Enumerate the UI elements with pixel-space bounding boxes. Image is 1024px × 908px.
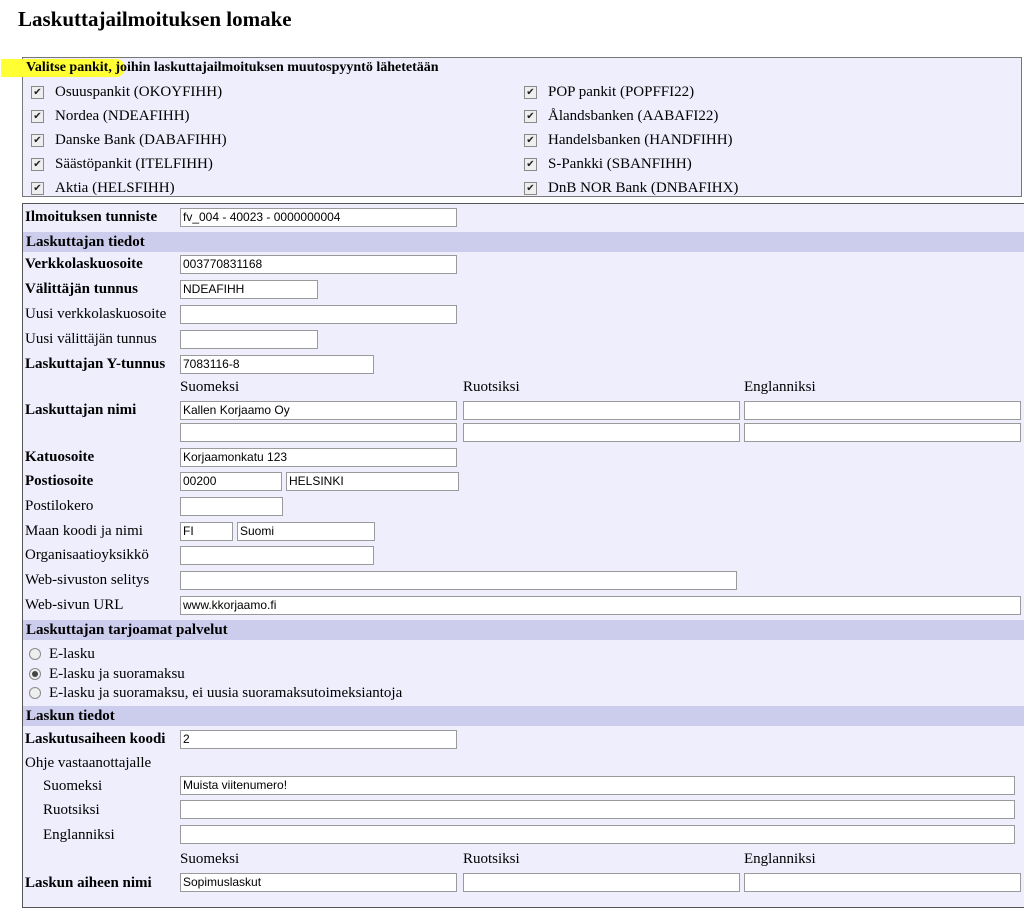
invoice-subject-name-en-input[interactable]	[744, 873, 1021, 892]
bank-label: Danske Bank (DABAFIHH)	[55, 131, 227, 148]
instructions-en-label: Englanniksi	[43, 827, 115, 843]
new-einvoice-address-label: Uusi verkkolaskuosoite	[25, 306, 167, 322]
bank-checkbox-okoyfihh[interactable]	[27, 82, 222, 102]
biller-name-fi-input[interactable]: Kallen Korjaamo Oy	[180, 401, 457, 420]
service-radio-elasku-suoramaksu-ei-uusia[interactable]	[23, 684, 402, 702]
notice-id-input[interactable]: fv_004 - 40023 - 0000000004	[180, 208, 457, 227]
country-label: Maan koodi ja nimi	[25, 523, 143, 539]
checkbox-icon[interactable]: ✔	[31, 182, 44, 195]
website-url-label: Web-sivun URL	[25, 597, 124, 613]
lang-header-en: Englanniksi	[744, 379, 816, 395]
radio-icon[interactable]	[29, 648, 41, 660]
bank-checkbox-aabafi22[interactable]	[520, 106, 718, 126]
bank-label: DnB NOR Bank (DNBAFIHX)	[548, 179, 739, 196]
street-address-label: Katuosoite	[25, 449, 95, 465]
bank-checkbox-handfihh[interactable]	[520, 130, 733, 150]
lang-header-sv-2: Ruotsiksi	[463, 851, 520, 867]
bank-label: Nordea (NDEAFIHH)	[55, 107, 190, 124]
bank-checkbox-popffi22[interactable]	[520, 82, 694, 102]
post-office-input[interactable]: HELSINKI	[286, 472, 459, 491]
new-intermediator-id-input[interactable]	[180, 330, 318, 349]
lang-header-fi-2: Suomeksi	[180, 851, 240, 867]
bank-label: S-Pankki (SBANFIHH)	[548, 155, 692, 172]
bank-selection-panel	[22, 57, 1022, 197]
bank-checkbox-helsfihh[interactable]	[27, 178, 175, 198]
biller-name-sv-input[interactable]	[463, 401, 740, 420]
website-description-input[interactable]	[180, 571, 737, 590]
checkbox-icon[interactable]: ✔	[524, 158, 537, 171]
biller-name-sv-input-2[interactable]	[463, 423, 740, 442]
website-description-label: Web-sivuston selitys	[25, 572, 150, 588]
po-box-input[interactable]	[180, 497, 283, 516]
checkbox-icon[interactable]: ✔	[31, 134, 44, 147]
business-id-input[interactable]: 7083116-8	[180, 355, 374, 374]
bank-label: POP pankit (POPFFI22)	[548, 83, 695, 100]
biller-name-en-input-2[interactable]	[744, 423, 1021, 442]
bank-selection-heading	[26, 60, 439, 76]
business-id-label: Laskuttajan Y-tunnus	[25, 356, 166, 372]
invoice-subject-name-label: Laskun aiheen nimi	[25, 875, 152, 891]
billing-subject-code-input[interactable]: 2	[180, 730, 457, 749]
radio-label: E-lasku ja suoramaksu	[49, 665, 185, 682]
country-code-input[interactable]: FI	[180, 522, 233, 541]
einvoice-address-input[interactable]: 003770831168	[180, 255, 457, 274]
biller-name-en-input[interactable]	[744, 401, 1021, 420]
bank-checkbox-itelfihh[interactable]	[27, 154, 213, 174]
instructions-en-input[interactable]	[180, 825, 1015, 844]
service-radio-elasku-suoramaksu[interactable]	[23, 665, 185, 683]
bank-label: Handelsbanken (HANDFIHH)	[548, 131, 733, 148]
lang-header-fi: Suomeksi	[180, 379, 240, 395]
service-radio-elasku[interactable]	[23, 645, 95, 663]
einvoice-address-label: Verkkolaskuosoite	[25, 256, 143, 272]
street-address-input[interactable]: Korjaamonkatu 123	[180, 448, 457, 467]
section-palvelut: Laskuttajan tarjoamat palvelut	[23, 620, 1024, 640]
billing-form	[22, 203, 1024, 908]
lang-header-sv: Ruotsiksi	[463, 379, 520, 395]
bank-label: Ålandsbanken (AABAFI22)	[548, 107, 719, 124]
radio-selected-icon[interactable]	[29, 668, 41, 680]
radio-label: E-lasku	[49, 645, 95, 662]
org-unit-input[interactable]	[180, 546, 374, 565]
po-box-label: Postilokero	[25, 498, 94, 514]
org-unit-label: Organisaatioyksikkö	[25, 547, 149, 563]
instructions-fi-input[interactable]: Muista viitenumero!	[180, 776, 1015, 795]
intermediator-id-label: Välittäjän tunnus	[25, 281, 138, 297]
checkbox-icon[interactable]: ✔	[524, 86, 537, 99]
invoice-subject-name-fi-input[interactable]: Sopimuslaskut	[180, 873, 457, 892]
bank-label: Aktia (HELSFIHH)	[55, 179, 175, 196]
heading-rest-text: , joihin laskuttajailmoituksen muutospyyntö lähetetään	[108, 60, 439, 75]
website-url-input[interactable]: www.kkorjaamo.fi	[180, 596, 1021, 615]
instructions-fi-label: Suomeksi	[43, 778, 103, 794]
checkbox-icon[interactable]: ✔	[31, 158, 44, 171]
bank-checkbox-sbanfihh[interactable]	[520, 154, 692, 174]
bank-checkbox-ndeafihh[interactable]	[27, 106, 190, 126]
checkbox-icon[interactable]: ✔	[31, 86, 44, 99]
recipient-instructions-label: Ohje vastaanottajalle	[25, 755, 152, 771]
postal-code-input[interactable]: 00200	[180, 472, 282, 491]
biller-name-label: Laskuttajan nimi	[25, 402, 137, 418]
heading-highlight-text: Valitse pankit	[26, 60, 109, 75]
checkbox-icon[interactable]: ✔	[524, 110, 537, 123]
checkbox-icon[interactable]: ✔	[524, 182, 537, 195]
biller-name-fi-input-2[interactable]	[180, 423, 457, 442]
new-intermediator-id-label: Uusi välittäjän tunnus	[25, 331, 157, 347]
intermediator-id-input[interactable]: NDEAFIHH	[180, 280, 318, 299]
section-laskun-tiedot: Laskun tiedot	[23, 706, 1024, 726]
radio-label: E-lasku ja suoramaksu, ei uusia suoramaksutoimeksiantoja	[49, 684, 403, 701]
bank-checkbox-dnbafihx[interactable]	[520, 178, 738, 198]
bank-label: Säästöpankit (ITELFIHH)	[55, 155, 213, 172]
notice-id-label: Ilmoituksen tunniste	[25, 209, 158, 225]
checkbox-icon[interactable]: ✔	[31, 110, 44, 123]
new-einvoice-address-input[interactable]	[180, 305, 457, 324]
lang-header-en-2: Englanniksi	[744, 851, 816, 867]
checkbox-icon[interactable]: ✔	[524, 134, 537, 147]
country-name-input[interactable]: Suomi	[237, 522, 375, 541]
bank-label: Osuuspankit (OKOYFIHH)	[55, 83, 223, 100]
postal-address-label: Postiosoite	[25, 473, 94, 489]
section-laskuttajan-tiedot: Laskuttajan tiedot	[23, 232, 1024, 252]
instructions-sv-label: Ruotsiksi	[43, 802, 100, 818]
page-title: Laskuttajailmoituksen lomake	[18, 7, 292, 31]
instructions-sv-input[interactable]	[180, 800, 1015, 819]
bank-checkbox-dabafihh[interactable]	[27, 130, 227, 150]
invoice-subject-name-sv-input[interactable]	[463, 873, 740, 892]
billing-subject-code-label: Laskutusaiheen koodi	[25, 731, 166, 747]
radio-icon[interactable]	[29, 687, 41, 699]
